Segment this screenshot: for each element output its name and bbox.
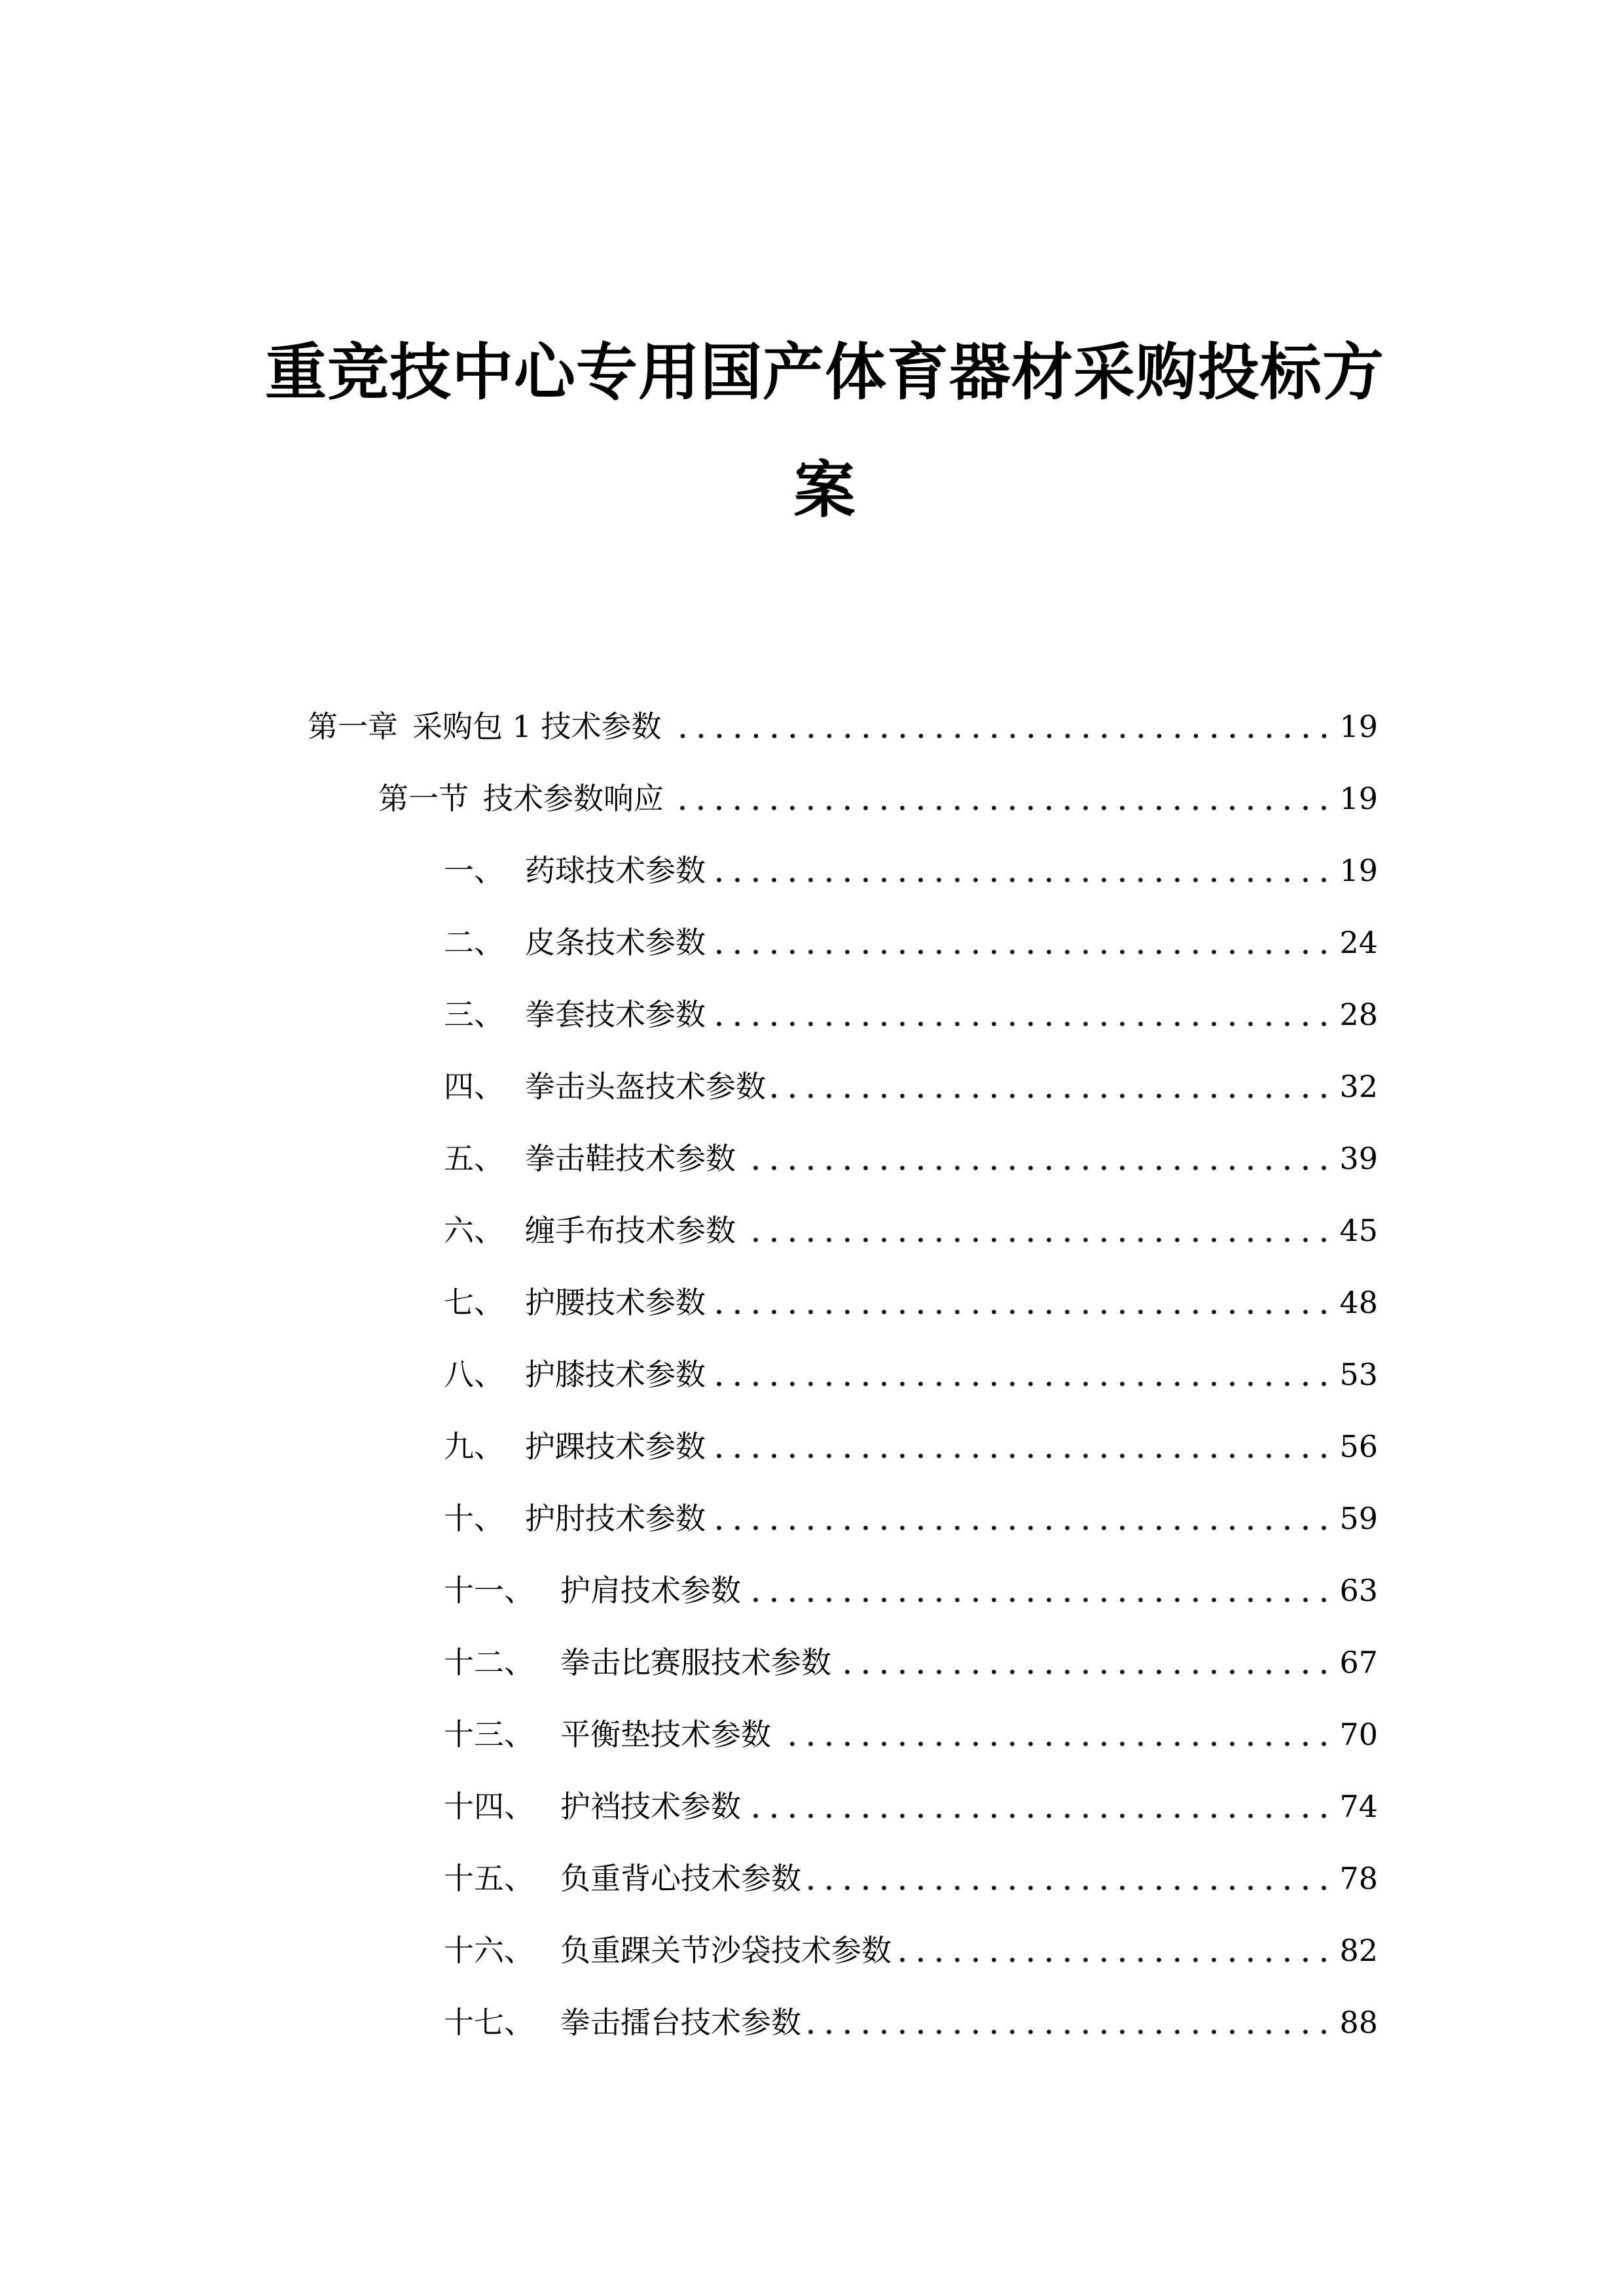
toc-entry-page: 74: [1339, 1789, 1378, 1824]
dot-leader: [771, 1067, 1333, 1106]
toc-entry-number: 十六、: [444, 1933, 534, 1968]
toc-entry-item[interactable]: [444, 1198, 1378, 1250]
toc-entry-section[interactable]: [378, 766, 1378, 818]
toc-entry-number: 十五、: [444, 1861, 534, 1896]
toc-entry-number: 十一、: [444, 1573, 534, 1608]
toc-entry-label: 拳击头盔技术参数: [525, 1069, 766, 1104]
toc-entry-item[interactable]: [444, 1774, 1378, 1826]
toc-entry-page: 19: [1339, 853, 1378, 888]
toc-entry-item[interactable]: [444, 1558, 1378, 1610]
dot-leader: [746, 1571, 1333, 1610]
toc-entry-page: 70: [1339, 1717, 1378, 1752]
dot-leader: [806, 2003, 1333, 2042]
toc-entry-number: 一、: [444, 853, 504, 888]
toc-entry-page: 78: [1339, 1861, 1378, 1896]
document-title: 重竞技中心专用国产体育器材采购投标方: [264, 337, 1384, 408]
dot-leader: [837, 1643, 1333, 1682]
toc-entry-label: 技术参数响应: [483, 781, 664, 816]
toc-entry-label: 护裆技术参数: [560, 1789, 741, 1824]
dot-leader: [711, 1355, 1333, 1394]
toc-entry-label: 负重背心技术参数: [560, 1861, 801, 1896]
toc-entry-page: 59: [1339, 1501, 1378, 1536]
toc-entry-item[interactable]: [444, 1630, 1378, 1682]
toc-entry-page: 56: [1339, 1429, 1378, 1464]
toc-entry-page: 67: [1339, 1645, 1378, 1680]
toc-entry-label: 拳击比赛服技术参数: [560, 1645, 831, 1680]
dot-leader: [741, 1211, 1333, 1250]
toc-entry-label: 护膝技术参数: [525, 1357, 706, 1392]
toc-entry-page: 53: [1339, 1357, 1378, 1392]
toc-entry-label: 缠手布技术参数: [525, 1213, 736, 1248]
toc-entry-page: 63: [1339, 1573, 1378, 1608]
toc-entry-label: 药球技术参数: [525, 853, 706, 888]
toc-entry-number: 九、: [444, 1429, 504, 1464]
dot-leader: [669, 779, 1333, 818]
dot-leader: [711, 1499, 1333, 1538]
dot-leader: [667, 707, 1333, 746]
toc-entry-item[interactable]: [444, 910, 1378, 962]
toc-entry-item[interactable]: [444, 1990, 1378, 2042]
toc-entry-item[interactable]: [444, 982, 1378, 1034]
toc-entry-page: 19: [1339, 709, 1378, 744]
toc-entry-number: 十七、: [444, 2005, 534, 2040]
toc-entry-number: 十三、: [444, 1717, 534, 1752]
toc-entry-label: 皮条技术参数: [525, 925, 706, 960]
dot-leader: [741, 1139, 1333, 1178]
toc-entry-number: 十四、: [444, 1789, 534, 1824]
toc-entry-item[interactable]: [444, 1342, 1378, 1394]
toc-entry-label: 拳击鞋技术参数: [525, 1141, 736, 1176]
dot-leader: [711, 995, 1333, 1034]
toc-entry-item[interactable]: [444, 1702, 1378, 1754]
toc-entry-page: 39: [1339, 1141, 1378, 1176]
toc-entry-page: 32: [1339, 1069, 1378, 1104]
toc-entry-item[interactable]: [444, 1918, 1378, 1970]
toc-entry-label: 拳击擂台技术参数: [560, 2005, 801, 2040]
toc-entry-page: 48: [1339, 1285, 1378, 1320]
toc-entry-number: 六、: [444, 1213, 504, 1248]
toc-entry-page: 19: [1339, 781, 1378, 816]
toc-entry-label: 负重踝关节沙袋技术参数: [560, 1933, 892, 1968]
toc-entry-number: 四、: [444, 1069, 504, 1104]
toc-entry-page: 88: [1339, 2005, 1378, 2040]
toc-entry-label: 拳套技术参数: [525, 997, 706, 1032]
dot-leader: [746, 1787, 1333, 1826]
toc-entry-item[interactable]: [444, 1486, 1378, 1538]
toc-entry-label: 平衡垫技术参数: [560, 1717, 771, 1752]
toc-entry-number: 三、: [444, 997, 504, 1032]
toc-entry-label: 护踝技术参数: [525, 1429, 706, 1464]
toc-entry-label: 采购包 1 技术参数: [412, 709, 662, 744]
toc-entry-page: 45: [1339, 1213, 1378, 1248]
dot-leader: [711, 1427, 1333, 1466]
toc-entry-item[interactable]: [444, 1846, 1378, 1898]
document-title-continued: 案: [793, 455, 856, 526]
dot-leader: [897, 1931, 1333, 1970]
toc-entry-label: 护腰技术参数: [525, 1285, 706, 1320]
toc-entry-label: 护肩技术参数: [560, 1573, 741, 1608]
toc-entry-number: 七、: [444, 1285, 504, 1320]
dot-leader: [711, 923, 1333, 962]
toc-entry-label: 护肘技术参数: [525, 1501, 706, 1536]
dot-leader: [711, 1283, 1333, 1322]
toc-entry-number: 八、: [444, 1357, 504, 1392]
toc-entry-number: 十二、: [444, 1645, 534, 1680]
toc-entry-item[interactable]: [444, 838, 1378, 890]
toc-entry-page: 82: [1339, 1933, 1378, 1968]
dot-leader: [776, 1715, 1333, 1754]
toc-entry-item[interactable]: [444, 1270, 1378, 1322]
toc-entry-page: 28: [1339, 997, 1378, 1032]
toc-entry-item[interactable]: [444, 1054, 1378, 1106]
toc-entry-number: 第一节: [378, 781, 469, 816]
toc-entry-number: 十、: [444, 1501, 504, 1536]
toc-entry-page: 24: [1339, 925, 1378, 960]
dot-leader: [711, 851, 1333, 890]
toc-entry-item[interactable]: [444, 1414, 1378, 1466]
dot-leader: [806, 1859, 1333, 1898]
toc-entry-chapter[interactable]: [308, 694, 1378, 746]
toc-entry-item[interactable]: [444, 1126, 1378, 1178]
toc-entry-number: 二、: [444, 925, 504, 960]
toc-entry-number: 第一章: [308, 709, 398, 744]
toc-entry-number: 五、: [444, 1141, 504, 1176]
